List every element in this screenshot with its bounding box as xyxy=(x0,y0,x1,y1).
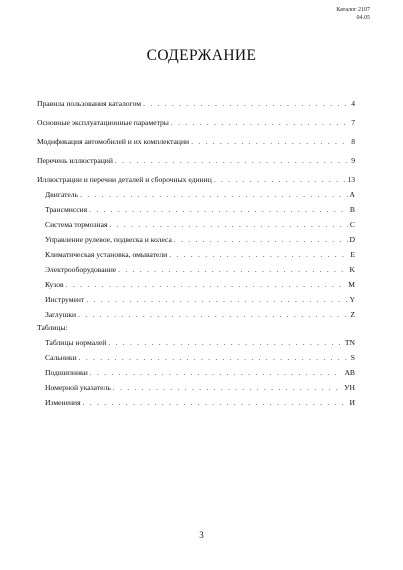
toc-subentry-label: Сальники xyxy=(45,353,77,362)
toc-subentry[interactable] xyxy=(37,259,355,274)
dot-leader xyxy=(108,338,343,347)
dot-leader xyxy=(86,295,347,304)
toc-subentry-label: Электрооборудование xyxy=(45,265,117,274)
dot-leader xyxy=(78,310,348,319)
toc-subentry-ref: E xyxy=(350,250,355,259)
toc-entry-page: 4 xyxy=(351,99,355,108)
dot-leader xyxy=(66,280,347,289)
dot-leader xyxy=(169,250,348,259)
toc-subentry-ref: Z xyxy=(350,310,355,319)
toc-subentry-ref: AB xyxy=(344,368,355,377)
dot-leader xyxy=(89,205,348,214)
toc-subentry-label: Изменения xyxy=(45,398,81,407)
table-of-contents xyxy=(37,93,355,407)
toc-subentry-label: Инструмент xyxy=(45,295,85,304)
dot-leader xyxy=(90,368,343,377)
toc-subentry[interactable] xyxy=(37,362,355,377)
toc-subentry[interactable] xyxy=(37,304,355,319)
dot-leader xyxy=(214,175,346,184)
toc-subentry[interactable] xyxy=(37,199,355,214)
toc-entry-label: Модификация автомобилей и их комплектации xyxy=(37,137,190,146)
toc-subentry[interactable] xyxy=(37,377,355,392)
dot-leader xyxy=(109,220,347,229)
toc-subentry-label: Управление рулевое, подвеска и колеса xyxy=(45,235,172,244)
dot-leader xyxy=(83,398,348,407)
dot-leader xyxy=(115,156,349,165)
toc-subentry-ref: S xyxy=(350,353,355,362)
toc-entry-label: Правила пользования каталогом xyxy=(37,99,142,108)
toc-subentry-label: Климатическая установка, омыватели xyxy=(45,250,168,259)
toc-subentry[interactable] xyxy=(37,229,355,244)
toc-entry[interactable] xyxy=(37,131,355,146)
toc-subentry-label: Заглушки xyxy=(45,310,77,319)
dot-leader xyxy=(171,118,349,127)
toc-subentry[interactable] xyxy=(37,184,355,199)
toc-subentry-label: Кузов xyxy=(45,280,64,289)
tables-heading: Таблицы: xyxy=(37,323,68,332)
toc-entry[interactable] xyxy=(37,93,355,108)
dot-leader xyxy=(80,190,347,199)
toc-entry-page: 8 xyxy=(351,137,355,146)
toc-subentry[interactable] xyxy=(37,274,355,289)
toc-subentry-ref: B xyxy=(349,205,355,214)
toc-entry-label: Основные эксплуатационные параметры xyxy=(37,118,169,127)
toc-subentry[interactable] xyxy=(37,332,355,347)
toc-subentry-ref: C xyxy=(349,220,355,229)
toc-subentry-label: Подшипники xyxy=(45,368,88,377)
toc-entry[interactable] xyxy=(37,112,355,127)
toc-entry-page: 7 xyxy=(351,118,355,127)
toc-subentry-label: Номерной указатель xyxy=(45,383,111,392)
catalog-header-line1: Каталог 2107 xyxy=(336,7,370,13)
toc-subentry-ref: И xyxy=(349,398,355,407)
toc-subentry-label: Трансмиссия xyxy=(45,205,88,214)
dot-leader xyxy=(191,137,349,146)
toc-subentry[interactable] xyxy=(37,289,355,304)
page-number: 3 xyxy=(199,530,204,540)
toc-subentry[interactable] xyxy=(37,347,355,362)
toc-subentry-label: Система тормозная xyxy=(45,220,108,229)
toc-subentry[interactable] xyxy=(37,214,355,229)
toc-subentry-label: Таблицы нормалей xyxy=(45,338,107,347)
dot-leader xyxy=(118,265,347,274)
toc-entry-label: Иллюстрации и перечни деталей и сборочных единиц xyxy=(37,175,212,184)
toc-entry-page: 13 xyxy=(347,175,355,184)
toc-subentry-ref: A xyxy=(349,190,355,199)
catalog-header-line2: 04.05 xyxy=(356,15,370,21)
toc-entry[interactable] xyxy=(37,169,355,184)
toc-subentry-ref: УН xyxy=(344,383,355,392)
toc-subentry-ref: Y xyxy=(349,295,355,304)
page-title: СОДЕРЖАНИЕ xyxy=(146,47,257,64)
toc-subentry[interactable] xyxy=(37,392,355,407)
catalog-header xyxy=(336,6,370,22)
dot-leader xyxy=(79,353,349,362)
dot-leader xyxy=(143,99,349,108)
dot-leader xyxy=(113,383,342,392)
toc-subentry-ref: TN xyxy=(344,338,355,347)
toc-subentry-ref: K xyxy=(349,265,355,274)
toc-subentry[interactable] xyxy=(37,244,355,259)
dot-leader xyxy=(174,235,348,244)
toc-subentry-ref: M xyxy=(348,280,355,289)
toc-subentry-ref: D xyxy=(349,235,355,244)
toc-entry-label: Перечень иллюстраций xyxy=(37,156,113,165)
toc-entry-page: 9 xyxy=(351,156,355,165)
toc-entry[interactable] xyxy=(37,150,355,165)
toc-subentry-label: Двигатель xyxy=(45,190,79,199)
